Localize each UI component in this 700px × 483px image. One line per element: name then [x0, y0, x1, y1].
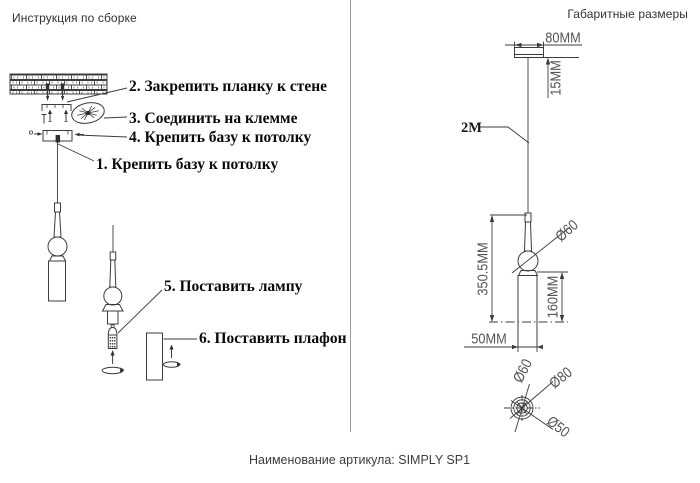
dim-shade-width: 50MM: [471, 330, 507, 348]
canopy-drawing: [515, 48, 580, 58]
dim-canopy-width: 80MM: [545, 29, 581, 47]
brick-wall-drawing: [10, 74, 107, 101]
step-5-label: 5. Поставить лампу: [164, 278, 303, 295]
dim-canopy-height: 15MM: [547, 60, 565, 96]
lamp-socket-drawing: [103, 225, 124, 324]
dim-shade-height: 160MM: [544, 275, 562, 319]
mounting-bracket-drawing: [42, 105, 72, 124]
step-2-label: 2. Закрепить планку к стене: [129, 78, 328, 95]
step-6-label: 6. Поставить плафон: [199, 330, 347, 347]
dim-bottom-canopy: Ø80: [546, 363, 576, 393]
left-panel-title: Инструкция по сборке: [12, 11, 137, 25]
dim-sphere-diameter: Ø60: [552, 216, 582, 246]
dim-cable-length: 2M: [461, 120, 482, 136]
dim-lamp-height: 350.5MM: [474, 242, 492, 296]
bulb-icon: [108, 325, 117, 349]
insert-bulb-arrow: [102, 350, 124, 374]
ceiling-base-drawing: [29, 131, 84, 143]
cable-drawing: [480, 58, 529, 214]
right-panel-title: Габаритные размеры: [567, 7, 688, 21]
article-name-label: Наименование артикула: SIMPLY SP1: [249, 453, 471, 467]
dim-bottom-shade: Ø50: [543, 412, 573, 442]
shade-drawing: [147, 333, 182, 380]
dim-bottom-sphere: Ø60: [509, 356, 537, 386]
pendant-lamp-drawing: [48, 142, 67, 301]
step-1-label: 1. Крепить базу к потолку: [96, 156, 279, 173]
lamp-dimension-drawing: [518, 213, 538, 347]
step-4-label: 4. Крепить базу к потолку: [129, 129, 312, 146]
step-3-label: 3. Соединить на клемме: [129, 110, 298, 127]
terminal-clamp-drawing: [70, 100, 106, 126]
